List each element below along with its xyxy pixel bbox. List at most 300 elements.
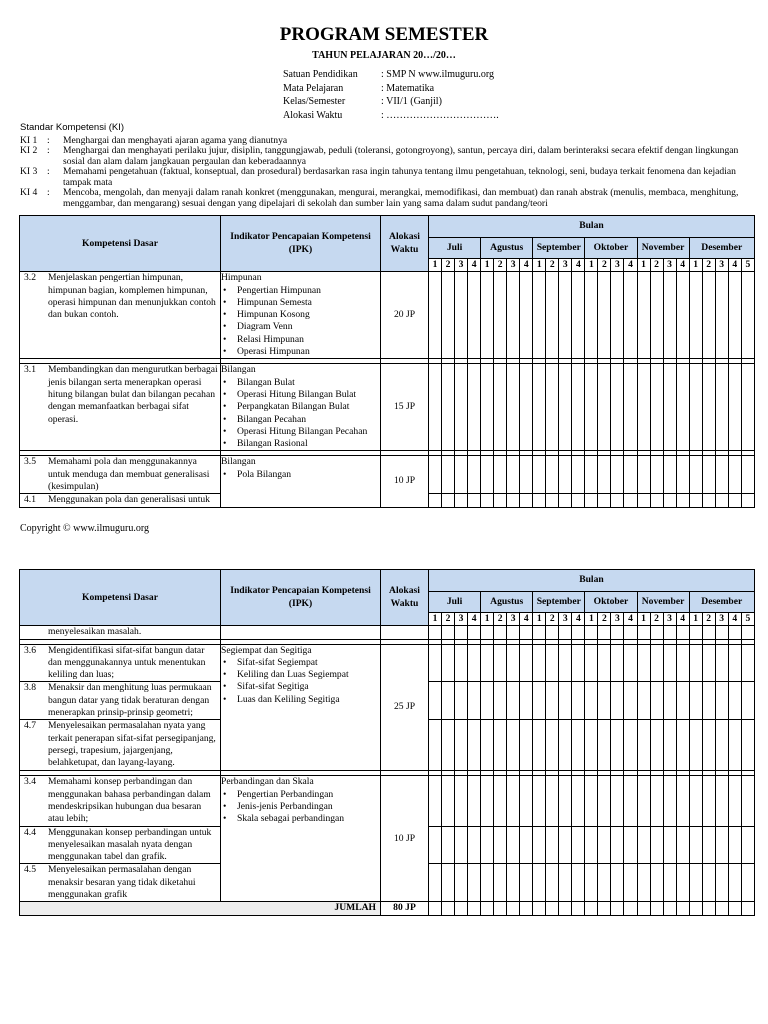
header-week: 1 bbox=[429, 613, 442, 626]
header-week: 2 bbox=[494, 259, 507, 272]
ipk-item: • Keliling dan Luas Segiempat bbox=[221, 669, 380, 681]
ipk-cell bbox=[221, 626, 381, 639]
kd-text: Menggunakan pola dan generalisasi untuk bbox=[48, 494, 210, 506]
kd-item bbox=[20, 827, 220, 864]
week-cell bbox=[507, 776, 520, 826]
week-cell bbox=[442, 776, 455, 826]
week-cell bbox=[507, 364, 520, 451]
week-cell bbox=[624, 826, 637, 864]
week-cell bbox=[676, 682, 689, 720]
week-cell bbox=[585, 626, 598, 639]
week-cell bbox=[481, 682, 494, 720]
week-cell bbox=[650, 626, 663, 639]
week-cell bbox=[715, 272, 728, 359]
week-cell bbox=[533, 626, 546, 639]
table-row bbox=[20, 364, 755, 451]
header-week: 2 bbox=[598, 259, 611, 272]
ki-code: KI 1 bbox=[20, 135, 38, 146]
ipk-cell bbox=[221, 364, 381, 451]
kd-text: Menggunakan konsep perbandingan untuk menyelesaikan masalah nyata dengan menggunakan tabel dan grafik. bbox=[48, 826, 212, 863]
week-cell bbox=[676, 864, 689, 902]
week-cell bbox=[533, 776, 546, 826]
week-cell bbox=[702, 776, 715, 826]
header-week: 5 bbox=[741, 259, 754, 272]
week-cell bbox=[429, 456, 442, 494]
week-cell bbox=[520, 902, 533, 915]
week-cell bbox=[507, 902, 520, 915]
week-cell bbox=[572, 776, 585, 826]
week-cell bbox=[585, 902, 598, 915]
week-cell bbox=[546, 864, 559, 902]
header-week: 3 bbox=[611, 259, 624, 272]
ki-text: Mencoba, mengolah, dan menyaji dalam ranah konkret (menggunakan, mengurai, merangkai, memodifikasi, dan membuat) dan ranah abstrak (menulis, membaca, menghitung, menggambar, dan mengarang) sesuai dengan yang dipelajari di sekolah dan sumber lain yang sama dalam sudut pandang/teori bbox=[63, 187, 739, 209]
week-cell bbox=[676, 902, 689, 915]
week-cell bbox=[624, 720, 637, 771]
header-month: Desember bbox=[689, 592, 754, 613]
week-cell bbox=[598, 456, 611, 494]
week-cell bbox=[520, 456, 533, 494]
week-cell bbox=[611, 494, 624, 507]
week-cell bbox=[455, 364, 468, 451]
week-cell bbox=[442, 456, 455, 494]
week-cell bbox=[572, 902, 585, 915]
info-label: Satuan Pendidikan bbox=[283, 69, 358, 80]
ipk-cell bbox=[221, 644, 381, 771]
week-cell bbox=[624, 456, 637, 494]
week-cell bbox=[585, 364, 598, 451]
week-cell bbox=[546, 826, 559, 864]
info-label: Kelas/Semester bbox=[283, 96, 346, 107]
ipk-title: Himpunan bbox=[221, 272, 262, 284]
week-cell bbox=[715, 776, 728, 826]
week-cell bbox=[546, 626, 559, 639]
header-week: 4 bbox=[728, 259, 741, 272]
ipk-cell bbox=[221, 272, 381, 359]
info-value: : SMP N www.ilmuguru.org bbox=[381, 69, 494, 80]
week-cell bbox=[728, 776, 741, 826]
week-cell bbox=[650, 272, 663, 359]
week-cell bbox=[663, 720, 676, 771]
week-cell bbox=[585, 864, 598, 902]
kd-number: 3.6 bbox=[24, 644, 36, 656]
week-cell bbox=[585, 720, 598, 771]
week-cell bbox=[741, 826, 754, 864]
week-cell bbox=[598, 644, 611, 682]
page-title: PROGRAM SEMESTER bbox=[279, 24, 489, 45]
week-cell bbox=[676, 272, 689, 359]
header-week: 2 bbox=[650, 613, 663, 626]
week-cell bbox=[585, 494, 598, 507]
total-row bbox=[20, 902, 755, 915]
ipk-item: • Jenis-jenis Perbandingan bbox=[221, 801, 380, 813]
header-month: Juli bbox=[429, 238, 481, 259]
week-cell bbox=[546, 364, 559, 451]
week-cell bbox=[598, 776, 611, 826]
week-cell bbox=[520, 776, 533, 826]
header-month: Desember bbox=[689, 238, 754, 259]
kd-cell bbox=[20, 720, 221, 771]
week-cell bbox=[741, 776, 754, 826]
week-cell bbox=[481, 826, 494, 864]
ipk-item: • Perpangkatan Bilangan Bulat bbox=[221, 401, 380, 413]
week-cell bbox=[637, 720, 650, 771]
week-cell bbox=[468, 644, 481, 682]
week-cell bbox=[702, 272, 715, 359]
kd-item bbox=[20, 364, 220, 425]
kd-text: Menyelesaikan permasalahan nyata yang terkait penerapan sifat-sifat persegipanjang, persegi, trapesium, jajargenjang, belahketupat, dan layang-layang. bbox=[48, 720, 216, 769]
week-cell bbox=[689, 720, 702, 771]
week-cell bbox=[663, 456, 676, 494]
alokasi-cell: 10 JP bbox=[381, 776, 429, 902]
week-cell bbox=[533, 826, 546, 864]
header-week: 1 bbox=[429, 259, 442, 272]
week-cell bbox=[442, 626, 455, 639]
week-cell bbox=[663, 494, 676, 507]
week-cell bbox=[715, 902, 728, 915]
week-cell bbox=[468, 826, 481, 864]
week-cell bbox=[559, 864, 572, 902]
semester-table-page2 bbox=[19, 569, 755, 916]
info-row bbox=[283, 82, 499, 96]
alokasi-cell: 20 JP bbox=[381, 272, 429, 359]
header-alokasi-waktu: Alokasi Waktu bbox=[381, 216, 429, 272]
kd-item bbox=[20, 682, 220, 719]
copyright: Copyright © www.ilmuguru.org bbox=[20, 523, 149, 534]
ipk-item: • Sifat-sifat Segitiga bbox=[221, 681, 380, 693]
week-cell bbox=[559, 826, 572, 864]
week-cell bbox=[572, 494, 585, 507]
kd-number: 4.4 bbox=[24, 826, 36, 838]
table-row bbox=[20, 456, 755, 494]
table-row bbox=[20, 626, 755, 639]
week-cell bbox=[585, 826, 598, 864]
week-cell bbox=[507, 864, 520, 902]
week-cell bbox=[494, 826, 507, 864]
ipk-list bbox=[221, 789, 380, 826]
week-cell bbox=[481, 364, 494, 451]
header-week: 3 bbox=[559, 613, 572, 626]
week-cell bbox=[728, 826, 741, 864]
week-cell bbox=[676, 626, 689, 639]
week-cell bbox=[663, 864, 676, 902]
week-cell bbox=[598, 720, 611, 771]
week-cell bbox=[715, 364, 728, 451]
kd-number: 4.1 bbox=[24, 494, 36, 506]
week-cell bbox=[728, 364, 741, 451]
week-cell bbox=[611, 776, 624, 826]
info-block bbox=[283, 68, 499, 122]
week-cell bbox=[676, 826, 689, 864]
week-cell bbox=[728, 272, 741, 359]
week-cell bbox=[585, 272, 598, 359]
header-week: 1 bbox=[689, 613, 702, 626]
kd-cell bbox=[20, 682, 221, 720]
week-cell bbox=[455, 626, 468, 639]
week-cell bbox=[715, 864, 728, 902]
week-cell bbox=[624, 494, 637, 507]
week-cell bbox=[546, 720, 559, 771]
week-cell bbox=[637, 644, 650, 682]
week-cell bbox=[611, 364, 624, 451]
week-cell bbox=[598, 272, 611, 359]
kd-item bbox=[20, 272, 220, 321]
week-cell bbox=[624, 682, 637, 720]
week-cell bbox=[455, 682, 468, 720]
week-cell bbox=[624, 864, 637, 902]
week-cell bbox=[533, 644, 546, 682]
header-week: 3 bbox=[507, 259, 520, 272]
week-cell bbox=[494, 644, 507, 682]
ipk-item: • Bilangan Rasional bbox=[221, 438, 380, 450]
ipk-item: • Relasi Himpunan bbox=[221, 334, 380, 346]
week-cell bbox=[689, 776, 702, 826]
week-cell bbox=[741, 456, 754, 494]
week-cell bbox=[481, 626, 494, 639]
week-cell bbox=[728, 864, 741, 902]
kd-number: 3.1 bbox=[24, 364, 36, 376]
week-cell bbox=[598, 364, 611, 451]
week-cell bbox=[689, 826, 702, 864]
week-cell bbox=[637, 272, 650, 359]
week-cell bbox=[650, 644, 663, 682]
week-cell bbox=[611, 272, 624, 359]
header-week: 4 bbox=[676, 259, 689, 272]
week-cell bbox=[715, 644, 728, 682]
ipk-item: • Operasi Hitung Bilangan Pecahan bbox=[221, 426, 380, 438]
week-cell bbox=[559, 902, 572, 915]
header-bulan: Bulan bbox=[429, 570, 755, 592]
week-cell bbox=[494, 456, 507, 494]
week-cell bbox=[741, 364, 754, 451]
week-cell bbox=[533, 456, 546, 494]
kd-number: 4.7 bbox=[24, 720, 36, 732]
semester-table-page1 bbox=[19, 215, 755, 508]
week-cell bbox=[559, 494, 572, 507]
week-cell bbox=[702, 456, 715, 494]
week-cell bbox=[559, 776, 572, 826]
ipk-item: • Pengertian Himpunan bbox=[221, 285, 380, 297]
week-cell bbox=[676, 364, 689, 451]
week-cell bbox=[429, 364, 442, 451]
header-week: 3 bbox=[455, 613, 468, 626]
ki-text: Memahami pengetahuan (faktual, konseptual, dan prosedural) berdasarkan rasa ingin tahunya tentang ilmu pengetahuan, teknologi, seni, budaya terkait fenomena dan kejadian tampak mata bbox=[63, 166, 736, 188]
ki-text: Menghargai dan menghayati ajaran agama yang dianutnya bbox=[63, 135, 288, 146]
week-cell bbox=[611, 626, 624, 639]
week-cell bbox=[676, 776, 689, 826]
week-cell bbox=[455, 494, 468, 507]
header-month: Oktober bbox=[585, 592, 637, 613]
week-cell bbox=[637, 902, 650, 915]
week-cell bbox=[689, 682, 702, 720]
info-row bbox=[283, 95, 499, 109]
week-cell bbox=[520, 494, 533, 507]
week-cell bbox=[728, 902, 741, 915]
week-cell bbox=[494, 864, 507, 902]
week-cell bbox=[533, 902, 546, 915]
week-cell bbox=[637, 776, 650, 826]
week-cell bbox=[598, 682, 611, 720]
jumlah-label: JUMLAH bbox=[20, 902, 381, 915]
header-month: Agustus bbox=[481, 238, 533, 259]
header-week: 2 bbox=[546, 613, 559, 626]
week-cell bbox=[507, 494, 520, 507]
header-week: 3 bbox=[663, 259, 676, 272]
week-cell bbox=[520, 626, 533, 639]
header-week: 4 bbox=[520, 259, 533, 272]
kd-item bbox=[20, 720, 220, 769]
header-month: Oktober bbox=[585, 238, 637, 259]
ki-code: KI 3 bbox=[20, 166, 38, 177]
week-cell bbox=[741, 644, 754, 682]
week-cell bbox=[559, 682, 572, 720]
header-week: 4 bbox=[468, 613, 481, 626]
week-cell bbox=[533, 494, 546, 507]
week-cell bbox=[598, 826, 611, 864]
week-cell bbox=[546, 272, 559, 359]
header-week: 1 bbox=[689, 259, 702, 272]
week-cell bbox=[650, 902, 663, 915]
week-cell bbox=[611, 864, 624, 902]
header-week: 3 bbox=[611, 613, 624, 626]
week-cell bbox=[637, 682, 650, 720]
week-cell bbox=[689, 626, 702, 639]
week-cell bbox=[520, 720, 533, 771]
header-week: 2 bbox=[546, 259, 559, 272]
week-cell bbox=[624, 364, 637, 451]
week-cell bbox=[429, 626, 442, 639]
table-row bbox=[20, 272, 755, 359]
week-cell bbox=[429, 494, 442, 507]
alokasi-cell: 15 JP bbox=[381, 364, 429, 451]
week-cell bbox=[598, 902, 611, 915]
week-cell bbox=[468, 272, 481, 359]
header-week: 2 bbox=[494, 613, 507, 626]
ipk-item: • Himpunan Kosong bbox=[221, 309, 380, 321]
week-cell bbox=[494, 626, 507, 639]
week-cell bbox=[689, 456, 702, 494]
week-cell bbox=[650, 776, 663, 826]
alokasi-cell bbox=[381, 626, 429, 639]
week-cell bbox=[520, 864, 533, 902]
kd-text: Menyelesaikan permasalahan dengan menaksir besaran yang tidak diketahui menggunakan grafik bbox=[48, 864, 196, 901]
ki-sep: : bbox=[47, 187, 50, 198]
week-cell bbox=[650, 456, 663, 494]
week-cell bbox=[741, 864, 754, 902]
week-cell bbox=[663, 902, 676, 915]
ki-code: KI 2 bbox=[20, 145, 38, 156]
week-cell bbox=[650, 864, 663, 902]
week-cell bbox=[442, 902, 455, 915]
ki-sep: : bbox=[47, 166, 50, 177]
week-cell bbox=[481, 902, 494, 915]
header-ipk: Indikator Pencapaian Kompetensi (IPK) bbox=[221, 216, 381, 272]
week-cell bbox=[637, 626, 650, 639]
week-cell bbox=[546, 644, 559, 682]
header-week: 1 bbox=[637, 613, 650, 626]
week-cell bbox=[520, 272, 533, 359]
week-cell bbox=[741, 272, 754, 359]
kd-continuation: menyelesaikan masalah. bbox=[48, 626, 142, 638]
ipk-cell bbox=[221, 456, 381, 507]
week-cell bbox=[455, 776, 468, 826]
header-month: September bbox=[533, 592, 585, 613]
week-cell bbox=[715, 682, 728, 720]
week-cell bbox=[572, 720, 585, 771]
week-cell bbox=[455, 644, 468, 682]
info-row bbox=[283, 109, 499, 123]
kd-item bbox=[20, 864, 220, 901]
week-cell bbox=[429, 826, 442, 864]
week-cell bbox=[442, 864, 455, 902]
week-cell bbox=[715, 720, 728, 771]
week-cell bbox=[494, 494, 507, 507]
header-week: 3 bbox=[715, 613, 728, 626]
week-cell bbox=[741, 902, 754, 915]
kd-cell bbox=[20, 776, 221, 826]
week-cell bbox=[689, 902, 702, 915]
ipk-list bbox=[221, 377, 380, 451]
week-cell bbox=[702, 864, 715, 902]
week-cell bbox=[429, 682, 442, 720]
kd-text: Menjelaskan pengertian himpunan, himpunan bagian, komplemen himpunan, operasi himpunan dan menunjukkan contoh dan bukan contoh. bbox=[48, 272, 216, 321]
week-cell bbox=[702, 494, 715, 507]
week-cell bbox=[468, 626, 481, 639]
week-cell bbox=[429, 864, 442, 902]
header-week: 4 bbox=[572, 613, 585, 626]
ipk-item: • Diagram Venn bbox=[221, 321, 380, 333]
week-cell bbox=[468, 682, 481, 720]
week-cell bbox=[520, 644, 533, 682]
kd-item bbox=[20, 645, 220, 682]
week-cell bbox=[585, 456, 598, 494]
week-cell bbox=[559, 456, 572, 494]
week-cell bbox=[455, 720, 468, 771]
week-cell bbox=[663, 272, 676, 359]
week-cell bbox=[481, 720, 494, 771]
jumlah-value: 80 JP bbox=[381, 902, 429, 915]
ipk-item: • Bilangan Bulat bbox=[221, 377, 380, 389]
header-alokasi-waktu: Alokasi Waktu bbox=[381, 570, 429, 626]
week-cell bbox=[507, 272, 520, 359]
ipk-item: • Luas dan Keliling Segitiga bbox=[221, 694, 380, 706]
week-cell bbox=[676, 494, 689, 507]
week-cell bbox=[546, 902, 559, 915]
kd-cell bbox=[20, 494, 221, 507]
kd-cell bbox=[20, 864, 221, 902]
header-week: 4 bbox=[676, 613, 689, 626]
week-cell bbox=[520, 826, 533, 864]
week-cell bbox=[650, 682, 663, 720]
week-cell bbox=[624, 272, 637, 359]
header-month: November bbox=[637, 592, 689, 613]
week-cell bbox=[689, 494, 702, 507]
week-cell bbox=[455, 826, 468, 864]
kd-item bbox=[20, 456, 220, 493]
ipk-item: • Operasi Hitung Bilangan Bulat bbox=[221, 389, 380, 401]
week-cell bbox=[624, 626, 637, 639]
week-cell bbox=[585, 776, 598, 826]
week-cell bbox=[689, 644, 702, 682]
week-cell bbox=[572, 826, 585, 864]
kd-text: Memahami pola dan menggunakannya untuk menduga dan membuat generalisasi (kesimpulan) bbox=[48, 456, 210, 493]
week-cell bbox=[559, 626, 572, 639]
week-cell bbox=[533, 272, 546, 359]
week-cell bbox=[663, 364, 676, 451]
week-cell bbox=[715, 626, 728, 639]
ipk-item: • Himpunan Semesta bbox=[221, 297, 380, 309]
week-cell bbox=[572, 456, 585, 494]
week-cell bbox=[728, 456, 741, 494]
